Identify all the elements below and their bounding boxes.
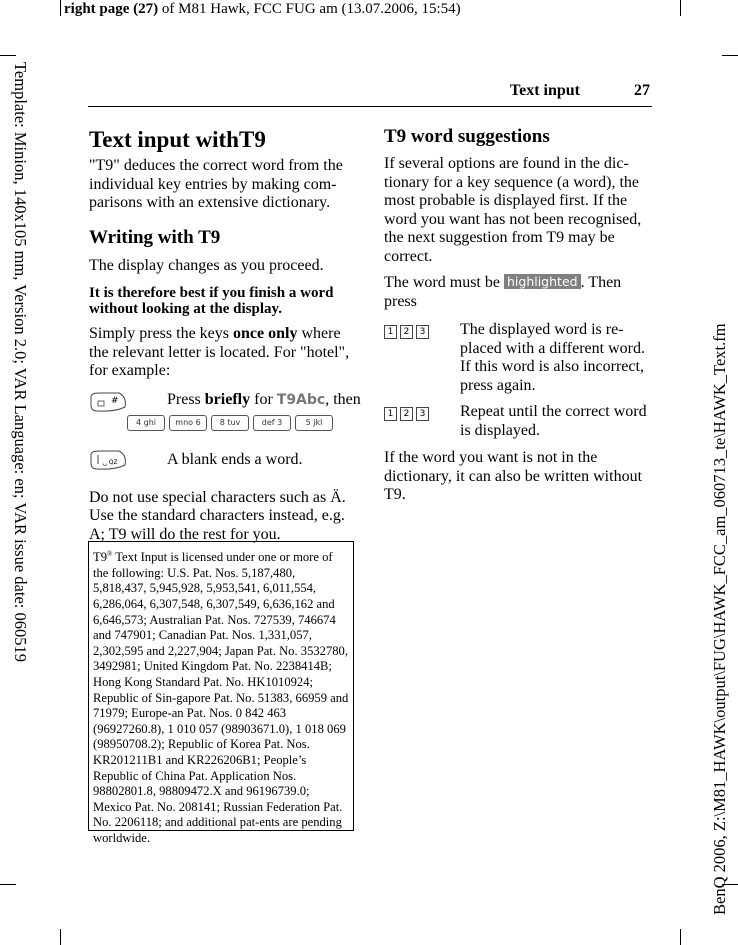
highlighted-sample: highlighted [504,274,581,289]
suggestions-intro: If several options are found in the dic-tionary for a key sequence (a word), the most probable is displayed first. If the word you want has not been recognised, the next suggestion from T9 may be correct. [384,155,642,265]
template-info: Template: Minion, 140x105 mm, Version 2.0; VAR Language: en; VAR issue date: 060519 [11,62,30,662]
must-pre: The word must be [384,274,504,291]
hash-key-icon [89,391,129,413]
running-header-title: Text input [509,82,580,99]
print-info-prefix: right page (27) [64,1,159,17]
key-3-icon: def 3 [253,415,291,431]
svg-text:␣ QZ: ␣ QZ [103,458,118,466]
simply-post: where the relevant letter is located. For "hotel", for example: [89,325,350,379]
crop-mark [680,929,681,945]
blank-ends-word-text: A blank ends a word. [167,450,303,468]
file-path-info: BenQ 2006, Z:\M81_HAWK\output\FUG\HAWK_FCC_am_060713_te\HAWK_Text.fm [710,323,729,915]
crop-mark [60,0,61,16]
print-info-line [64,0,461,18]
license-note-box [88,541,354,845]
must-post: . Then press [384,274,622,310]
crop-mark [0,884,16,885]
key-3-icon: 3 [416,325,429,339]
key-5-icon: 5 jkl [295,415,333,431]
key-3-icon: 3 [416,407,429,421]
header-rule [88,106,652,107]
then-label: , then [325,390,361,408]
print-info-rest: of M81 Hawk, FCC FUG am (13.07.2006, 15:54) [158,1,461,17]
repeat-keys [384,403,434,421]
license-note-text: Text Input is licensed under one or more of the following: U.S. Pat. Nos. 5,187,480, 5,818,437, 5,945,928, 5,953,541, 6,011,554, 6,286,064, 6,307,548, 6,307,549, 6,636,162 and 6,646,573; Australian Pat. Nos. 727539, 746674 and 747901; Canadian Pat. Nos. 1,331,057, 2,302,595 and 2,227,904; Japan Pat. No. 3532780, 3492981; United Kingdom Pat. No. 2238414B; Hong Kong Standard Pat. No. HK1010924; Republic of Sin-gapore Pat. No. 51383, 66959 and 71979; Europe-an Pat. Nos. 0 842 463 (96927260.8), 1 010 057 (98903671.0), 1 018 069 (98950708.2); Republic of Korea Pat. Nos. KR201211B1 and KR226206B1; People’s Republic of China Pat. Application Nos. 98802801.8, 98809472.X and 96196739.0; Mexico Pat. No. 208141; Russian Federation Pat. No. 2206118; and additional pat-ents are pending worldwide. [93,550,349,845]
repeat-row [384,403,650,441]
replace-word-row [384,321,650,397]
key-2-icon: 2 [400,325,413,339]
crop-mark [60,929,61,945]
suggestions-heading: T9 word suggestions [384,126,550,147]
must-be-highlighted-text [384,274,650,311]
page-number: 27 [634,82,650,99]
press-briefly-text [167,391,367,410]
page-title: Text input withT9 [89,127,266,152]
briefly-label: briefly [204,390,251,408]
intro-paragraph: "T9" deduces the correct word from the individual key entries by making com-parisons with an extensive dictionary. [89,157,343,211]
simply-press-text [89,325,357,381]
repeat-text: Repeat until the correct word is displayed. [460,403,647,439]
next-suggestion-keys [384,321,434,339]
crop-mark [0,55,16,56]
registered-mark: ® [107,550,113,558]
special-chars-text: Do not use special characters such as Ä. Use the standard characters instead, e.g. A; T9 will do the rest for you. [89,488,346,543]
press-label: Press [167,390,205,408]
writing-heading: Writing with T9 [89,226,221,248]
key-6-icon: mno 6 [169,415,207,431]
for-label: for [250,390,277,408]
best-tip-text: It is therefore best if you finish a word without looking at the display. [89,285,334,317]
left-column [89,126,361,552]
right-column [384,126,650,513]
key-1-icon: 1 [384,407,397,421]
t9-trademark: T9 [93,550,107,565]
crop-mark [680,0,681,16]
t9abc-mode-label: T9Abc [276,391,326,408]
replace-word-text: The displayed word is re-placed with a different word. If this word is also incorrect, press again. [460,321,645,394]
once-only-text: once only [233,325,298,342]
blank-key-row [89,449,357,483]
key-8-icon: 8 tuv [211,415,249,431]
key-2-icon: 2 [400,407,413,421]
hash-key-row [89,390,361,441]
hotel-key-sequence [127,415,337,433]
without-t9-text: If the word you want is not in the dictionary, it can also be written without T9. [384,449,643,503]
svg-text:#: # [111,395,119,406]
key-1-icon: 1 [384,325,397,339]
key-4-icon: 4 ghi [127,415,165,431]
simply-pre: Simply press the keys [89,325,233,342]
display-changes-text: The display changes as you proceed. [89,256,324,274]
space-key-icon [89,449,129,471]
